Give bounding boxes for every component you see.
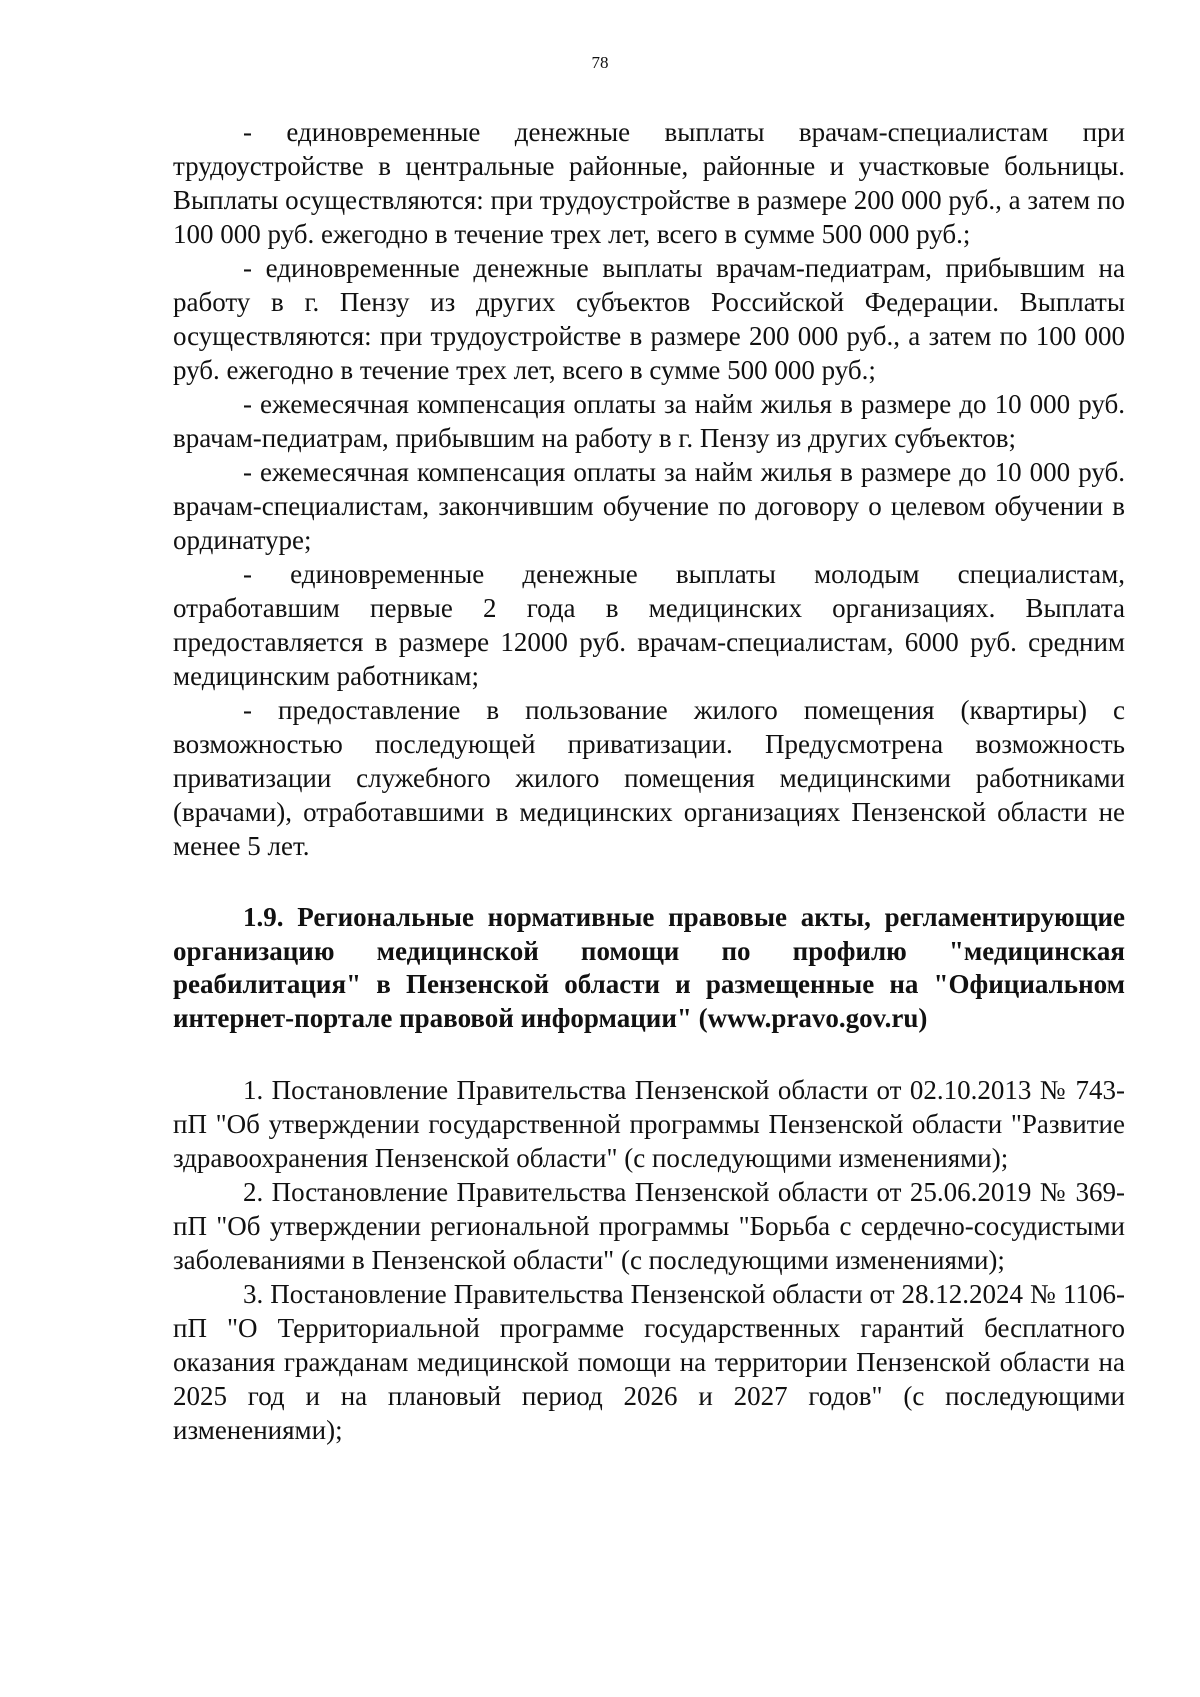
bullet-paragraph: - ежемесячная компенсация оплаты за найм жилья в размере до 10 000 руб. врачам-педиатрам, прибывшим на работу в г. Пензу из других субъектов; <box>173 389 1125 453</box>
document-body <box>173 115 1125 1447</box>
act-list-item: 2. Постановление Правительства Пензенской области от 25.06.2019 № 369-пП "Об утверждении региональной программы "Борьба с сердечно-сосудистыми заболеваниями в Пензенской области" (с последующими изменениями); <box>173 1177 1125 1275</box>
bullet-paragraph: - предоставление в пользование жилого помещения (квартиры) с возможностью последующей приватизации. Предусмотрена возможность приватизации служебного жилого помещения медицинскими работниками (врачами), отработавшими в медицинских организациях Пензенской области не менее 5 лет. <box>173 695 1125 861</box>
page-number: 78 <box>591 53 609 72</box>
section-heading: 1.9. Региональные нормативные правовые акты, регламентирующие организацию медицинской помощи по профилю "медицинская реабилитация" в Пензенской области и размещенные на "Официальном интернет-портале правовой информации" (www.pravo.gov.ru) <box>173 902 1125 1033</box>
bullet-paragraph: - единовременные денежные выплаты молодым специалистам, отработавшим первые 2 года в медицинских организациях. Выплата предоставляется в размере 12000 руб. врачам-специалистам, 6000 руб. средним медицинским работникам; <box>173 559 1125 691</box>
bullet-paragraph: - единовременные денежные выплаты врачам-специалистам при трудоустройстве в центральные районные, районные и участковые больницы. Выплаты осуществляются: при трудоустройстве в размере 200 000 руб., а затем по 100 000 руб. ежегодно в течение трех лет, всего в сумме 500 000 руб.; <box>173 117 1125 249</box>
act-list-item: 1. Постановление Правительства Пензенской области от 02.10.2013 № 743-пП "Об утверждении государственной программы Пензенской области "Развитие здравоохранения Пензенской области" (с последующими изменениями); <box>173 1075 1125 1173</box>
bullet-paragraph: - ежемесячная компенсация оплаты за найм жилья в размере до 10 000 руб. врачам-специалистам, закончившим обучение по договору о целевом обучении в ординатуре; <box>173 457 1125 555</box>
bullet-paragraph: - единовременные денежные выплаты врачам-педиатрам, прибывшим на работу в г. Пензу из других субъектов Российской Федерации. Выплаты осуществляются: при трудоустройстве в размере 200 000 руб., а затем по 100 000 руб. ежегодно в течение трех лет, всего в сумме 500 000 руб.; <box>173 253 1125 385</box>
act-list-item: 3. Постановление Правительства Пензенской области от 28.12.2024 № 1106-пП "О Территориальной программе государственных гарантий бесплатного оказания гражданам медицинской помощи на территории Пензенской области на 2025 год и на плановый период 2026 и 2027 годов" (с последующими изменениями); <box>173 1279 1125 1445</box>
